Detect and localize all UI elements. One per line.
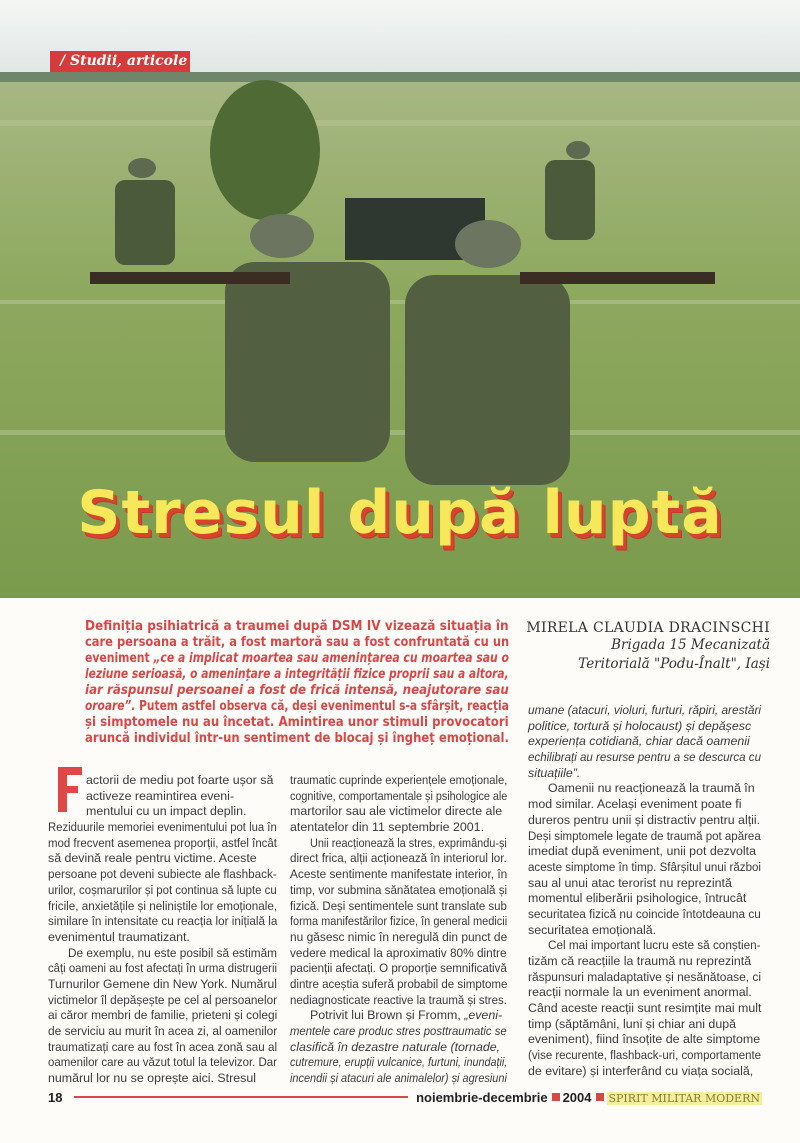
intro-line-text xyxy=(85,667,509,683)
text-run: mentele care produc stres posttraumatic se xyxy=(290,1024,507,1038)
text-line xyxy=(48,1024,278,1040)
text-line xyxy=(290,993,508,1009)
text-line xyxy=(528,891,762,907)
text-line-content xyxy=(48,1071,256,1087)
text-line-content xyxy=(290,804,502,820)
text-line-content xyxy=(528,970,761,986)
text-line xyxy=(48,773,278,789)
text-run: persoane pot deveni subiecte ale flashback- xyxy=(48,867,277,882)
text-line-content xyxy=(548,938,761,954)
text-run: clasifică în dezastre naturale (tornade, xyxy=(290,1039,501,1054)
text-line xyxy=(48,867,278,883)
text-line xyxy=(48,993,278,1009)
text-line xyxy=(48,1040,278,1056)
author-name: MIRELA CLAUDIA DRACINSCHI xyxy=(526,620,770,636)
text-line xyxy=(48,1055,278,1071)
text-run: nu găsesc nimic în neregulă din punct de xyxy=(290,929,508,944)
column-1 xyxy=(48,773,278,1087)
article-title: Stresul după luptă xyxy=(77,478,723,548)
text-line xyxy=(528,938,762,954)
text-line-content xyxy=(290,867,507,883)
text-line xyxy=(48,1008,278,1024)
text-run: vedere medical la aproximativ 80% dintre xyxy=(290,945,507,960)
intro-text: eveniment xyxy=(85,651,154,666)
text-line-content xyxy=(48,977,277,993)
text-line-content xyxy=(48,820,277,836)
text-line-content xyxy=(528,1001,761,1017)
text-line xyxy=(48,836,278,852)
text-line xyxy=(528,985,762,1001)
text-line xyxy=(290,1024,508,1040)
text-line xyxy=(290,961,508,977)
text-line-content xyxy=(290,1071,507,1087)
intro-line xyxy=(85,635,510,651)
text-line-content xyxy=(528,734,750,750)
text-line xyxy=(528,954,762,970)
text-line-content xyxy=(290,1055,507,1071)
intro-line-text xyxy=(85,683,509,699)
text-line xyxy=(48,1071,278,1087)
text-line-content xyxy=(528,766,580,782)
text-line xyxy=(290,789,508,805)
text-run: Turnurilor Gemene din New York. Numărul xyxy=(48,976,277,991)
text-run: timp (săptămâni, luni și chiar ani după xyxy=(528,1016,736,1031)
text-line-content xyxy=(528,750,761,766)
text-line-content xyxy=(86,789,234,805)
text-line xyxy=(528,813,762,829)
text-run: umane (atacuri, violuri, furturi, răpiri, arestări xyxy=(528,703,762,717)
text-line-content xyxy=(528,860,761,876)
text-run: fizică. Deși sentimentele sunt translate sub xyxy=(290,898,507,913)
author-affiliation: Brigada 15 Mecanizată xyxy=(611,637,770,653)
text-line-content xyxy=(48,899,277,915)
square-bullet-icon xyxy=(596,1093,604,1101)
text-run: momentul eliberării psihologice, întrucât xyxy=(528,891,747,906)
text-run: dintre aceștia suferă probabil de simptome xyxy=(290,976,508,991)
text-line xyxy=(528,844,762,860)
text-line xyxy=(290,1008,508,1024)
text-run: direct frica, alții acționează în interiorul lor. xyxy=(290,851,507,866)
text-run: traumatizați care au fost în acea zonă sau al xyxy=(48,1039,278,1054)
intro-line xyxy=(85,651,510,667)
text-line-content xyxy=(310,836,507,852)
text-line-content xyxy=(86,804,246,820)
text-line-content xyxy=(528,829,761,845)
text-line-content xyxy=(528,891,746,907)
text-line xyxy=(528,719,762,735)
intro-line-text xyxy=(85,715,509,731)
text-run: urilor, coșmarurilor și pot continua să lupte cu xyxy=(48,882,277,897)
text-line-content xyxy=(290,773,507,789)
intro-text: și simptomele nu au încetat. Amintirea unor stimuli provocatori xyxy=(85,715,509,730)
text-line xyxy=(290,836,508,852)
text-run: mod similar. Același eveniment poate fi xyxy=(528,797,742,812)
text-line xyxy=(48,946,278,962)
intro-line xyxy=(85,731,510,747)
text-run: să devină reale pentru victime. Aceste xyxy=(48,851,257,866)
text-run: victimelor îl depășește pe cel al persoanelor xyxy=(48,992,278,1007)
text-line xyxy=(528,923,762,939)
intro-line xyxy=(85,699,510,715)
column-2 xyxy=(290,773,508,1087)
text-line xyxy=(528,750,762,766)
text-line xyxy=(48,851,278,867)
text-run: nediagnosticate reactive la traumă și stres. xyxy=(290,992,507,1007)
text-line-content xyxy=(290,977,507,993)
text-run: securitatea fizică nu coincide întotdeauna cu xyxy=(528,906,761,921)
page-footer xyxy=(48,1088,762,1106)
text-line-content xyxy=(528,985,752,1001)
text-line-content xyxy=(48,883,277,899)
text-line xyxy=(48,961,278,977)
text-line-content xyxy=(290,820,484,836)
text-line xyxy=(290,899,508,915)
intro-line-text xyxy=(85,619,509,635)
text-line-content xyxy=(528,1064,753,1080)
text-line-content xyxy=(48,961,277,977)
text-line xyxy=(528,1064,762,1080)
text-run: politice, tortură și holocaust) și depășesc xyxy=(528,718,752,733)
intro-lead xyxy=(85,619,510,747)
intro-text: iar răspunsul persoanei a fost de frică intensă, neajutorare sau xyxy=(85,683,509,698)
text-run: timp, vor submina sănătatea emoțională și xyxy=(290,882,508,897)
intro-line-text xyxy=(85,699,509,715)
text-line xyxy=(528,860,762,876)
text-line xyxy=(528,781,762,797)
text-line xyxy=(48,930,278,946)
text-line-content xyxy=(528,719,751,735)
text-run: mod frecvent asemenea proporții, astfel încât xyxy=(48,835,277,850)
text-run: securitatea emoțională. xyxy=(528,922,657,937)
text-run: similare în intensitate cu reacția lor inițială la xyxy=(48,914,278,929)
text-run: forma manifestărilor fizice, în general medicii xyxy=(290,914,508,929)
text-run: situațiile”. xyxy=(528,765,581,780)
text-run: „eveni- xyxy=(464,1008,503,1023)
text-run: Reziduurile memoriei evenimentului pot lua în xyxy=(48,820,277,835)
text-line-content xyxy=(48,1040,277,1056)
text-run: actorii de mediu pot foarte ușor să xyxy=(86,773,274,787)
intro-text: oroare”. xyxy=(85,699,136,714)
text-run: cognitive, comportamentale și psihologice ale xyxy=(290,788,508,803)
text-line xyxy=(290,883,508,899)
text-line xyxy=(528,907,762,923)
text-line xyxy=(528,970,762,986)
text-line xyxy=(48,789,278,805)
text-run: răspunsuri maladaptative și nesănătoase, ci xyxy=(528,969,762,984)
intro-text: care persoana a trăit, a fost martoră sau a fost confruntată cu un xyxy=(85,635,510,650)
text-run: Deși simptomele legate de traumă pot apărea xyxy=(528,828,761,843)
intro-text: Putem astfel observa că, deși evenimentul s-a sfârșit, reacția xyxy=(135,699,509,714)
text-line-content xyxy=(290,961,507,977)
text-line-content xyxy=(290,899,507,915)
intro-line-text xyxy=(85,635,509,651)
text-run: (vise recurente, flashback-uri, comportamente xyxy=(528,1048,762,1063)
text-line-content xyxy=(528,876,732,892)
text-line-content xyxy=(290,914,507,930)
text-line-content xyxy=(48,993,277,1009)
text-line xyxy=(528,1048,762,1064)
text-line xyxy=(290,851,508,867)
intro-text: leziune serioasă, o amenințare a integrității fizice proprii sau a altora, xyxy=(85,667,509,682)
intro-line-text xyxy=(85,651,509,667)
text-run: incendii și atacuri ale animalelor) și agresiuni xyxy=(290,1071,507,1086)
text-line-content xyxy=(528,703,761,719)
text-line-content xyxy=(528,907,761,923)
text-run: sau al unui atac terorist nu reprezintă xyxy=(528,875,732,890)
text-run: dureros pentru unii și distractiv pentru alții. xyxy=(528,812,761,827)
text-line xyxy=(528,876,762,892)
page-number: 18 xyxy=(48,1089,63,1105)
column-3 xyxy=(528,703,762,1080)
section-tag: / Studii, articole xyxy=(50,51,190,72)
text-run: mentului cu un impact deplin. xyxy=(86,804,247,819)
text-line xyxy=(290,1071,508,1087)
text-line-content xyxy=(290,789,507,805)
intro-line xyxy=(85,619,510,635)
text-line-content xyxy=(48,930,190,946)
text-line xyxy=(290,1040,508,1056)
text-line-content xyxy=(68,946,277,962)
text-line-content xyxy=(290,1040,500,1056)
text-run: experiența cotidiană, chiar dacă oamenii xyxy=(528,734,750,749)
text-run: Oamenii nu reacționează la traumă în xyxy=(548,781,755,796)
text-run: tizăm că reacțiile la traumă nu reprezintă xyxy=(528,954,752,968)
text-run: imediat după eveniment, unii pot dezvolta xyxy=(528,844,756,859)
text-line xyxy=(528,766,762,782)
text-run: traumatic cuprinde experiențele emoționale, xyxy=(290,773,508,787)
text-line-content xyxy=(528,954,751,970)
text-line-content xyxy=(528,1017,736,1033)
text-run: martorilor sau ale victimelor directe ale xyxy=(290,804,503,819)
text-line xyxy=(528,703,762,719)
text-line xyxy=(290,773,508,789)
text-line-content xyxy=(528,844,756,860)
magazine-name: SPIRIT MILITAR MODERN xyxy=(608,1091,760,1105)
text-run: evenimentul traumatizant. xyxy=(48,929,190,944)
text-line xyxy=(290,977,508,993)
square-bullet-icon xyxy=(552,1093,560,1101)
text-run: De exemplu, nu este posibil să estimăm xyxy=(68,945,278,960)
text-line-content xyxy=(290,1024,507,1040)
text-run: câți oameni au fost afectați în urma distrugerii xyxy=(48,961,277,976)
intro-line xyxy=(85,715,510,731)
text-line xyxy=(290,1055,508,1071)
text-line xyxy=(48,883,278,899)
text-run: reacții normale la un eveniment anormal. xyxy=(528,985,752,1000)
text-line-content xyxy=(48,867,277,883)
text-line xyxy=(290,804,508,820)
text-run: Unii reacționează la stres, exprimându-și xyxy=(310,835,507,850)
text-line-content xyxy=(528,923,656,939)
author-block xyxy=(520,620,770,674)
text-run: Potrivit lui Brown și Fromm, xyxy=(310,1008,465,1023)
text-line-content xyxy=(310,1008,502,1024)
text-line xyxy=(48,914,278,930)
text-run: atentatelor din 11 septembrie 2001. xyxy=(290,820,485,835)
text-run: de serviciu au murit în acea zi, al oamenilor xyxy=(48,1024,278,1038)
intro-line-text xyxy=(85,731,509,747)
text-line xyxy=(528,734,762,750)
text-line-content xyxy=(528,1048,761,1064)
text-line-content xyxy=(528,797,742,813)
text-line xyxy=(48,820,278,836)
text-run: Cel mai important lucru este să conștien- xyxy=(548,938,761,953)
text-run: echilibrați au resurse pentru a se descurca cu xyxy=(528,750,762,765)
text-line-content xyxy=(48,914,277,930)
text-line xyxy=(290,867,508,883)
text-line-content xyxy=(290,851,507,867)
text-line-content xyxy=(528,1032,760,1048)
intro-text: Definiția psihiatrică a traumei după DSM IV vizează situația în xyxy=(85,619,509,634)
text-run: numărul lor nu se oprește aici. Stresul xyxy=(48,1071,256,1086)
text-line-content xyxy=(48,1024,277,1040)
author-affiliation: Teritorială "Podu-Înalt", Iași xyxy=(578,656,770,672)
text-run: eveniment), fiind însoțite de alte simptome xyxy=(528,1032,761,1047)
footer-rule xyxy=(74,1096,408,1098)
text-run: ai căror membri de familie, prieteni și colegi xyxy=(48,1008,278,1023)
text-run: fricile, anxietățile și neliniștile lor emoționale, xyxy=(48,898,278,913)
issue-months: noiembrie-decembrie xyxy=(416,1089,548,1105)
text-line xyxy=(290,946,508,962)
text-line xyxy=(48,977,278,993)
text-line xyxy=(528,1001,762,1017)
text-run: cutremure, erupții vulcanice, furtuni, inundații, xyxy=(290,1055,508,1070)
text-run: oamenilor care au văzut totul la televizor. Dar xyxy=(48,1055,277,1070)
text-line xyxy=(290,820,508,836)
text-line xyxy=(290,914,508,930)
text-line-content xyxy=(48,851,257,867)
text-line xyxy=(528,829,762,845)
text-line xyxy=(528,1017,762,1033)
text-run: de evitare) și interferând cu viața socială, xyxy=(528,1063,754,1078)
text-line-content xyxy=(86,773,273,789)
text-line-content xyxy=(290,993,507,1009)
text-line xyxy=(48,899,278,915)
text-line xyxy=(528,797,762,813)
intro-text: „ce a implicat moartea sau amenințarea cu moartea sau o xyxy=(153,651,509,666)
text-line xyxy=(528,1032,762,1048)
issue-year: 2004 xyxy=(562,1089,592,1105)
text-line-content xyxy=(48,1008,277,1024)
text-line-content xyxy=(48,1055,277,1071)
footer-issue xyxy=(416,1090,762,1105)
text-line-content xyxy=(548,781,755,797)
text-line-content xyxy=(290,883,507,899)
text-run: pacienții afectați. O proporție semnificativă xyxy=(290,961,507,976)
text-line-content xyxy=(290,946,507,962)
intro-text: aruncă individul într-un sentiment de blocaj și îngheț emoțional. xyxy=(85,731,509,746)
text-line xyxy=(290,930,508,946)
text-line-content xyxy=(48,836,277,852)
text-run: aceste simptome în timp. Sfârșitul unui război xyxy=(528,859,761,874)
text-run: activeze reamintirea eveni- xyxy=(86,788,235,803)
intro-line xyxy=(85,667,510,683)
text-run: Aceste sentimente manifestate interior, în xyxy=(290,867,508,882)
text-run: Când aceste reacții sunt resimțite mai mult xyxy=(528,1001,762,1016)
text-line-content xyxy=(290,930,507,946)
text-line-content xyxy=(528,813,760,829)
intro-line xyxy=(85,683,510,699)
text-line xyxy=(48,804,278,820)
